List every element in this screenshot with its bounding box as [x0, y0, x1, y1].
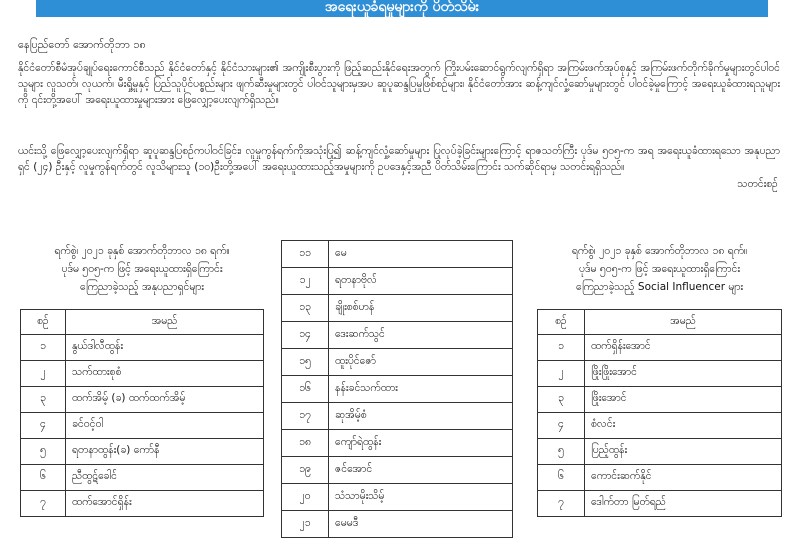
row-number: ၁	[538, 335, 585, 361]
table-row	[21, 335, 264, 361]
table-row	[21, 413, 264, 439]
table-header-row	[538, 310, 782, 335]
row-number: ၅	[21, 439, 66, 465]
table-row	[538, 335, 782, 361]
row-name: နန်းခင်သက်ထား	[329, 376, 513, 403]
table-row	[282, 511, 513, 538]
table-row	[21, 491, 264, 517]
row-name: ဒေါက်တာ မြတ်ရည်	[585, 491, 782, 517]
row-number: ၅	[538, 439, 585, 465]
row-number: ၃	[538, 387, 585, 413]
table-row	[282, 403, 513, 430]
left-table-heading	[20, 242, 264, 296]
row-name: ခင်ဝင့်ဝါ	[66, 413, 264, 439]
row-name: ထူးပိုင်ဇော်	[329, 349, 513, 376]
right-table-influencers	[537, 309, 782, 517]
table-row	[538, 439, 782, 465]
row-number: ၁၄	[282, 322, 329, 349]
table-row	[282, 457, 513, 484]
row-name: ကျော်ရဲထွန်း	[329, 430, 513, 457]
row-number: ၇	[21, 491, 66, 517]
paragraph-2: ယင်းသို့ ဖြေလျှော့ပေးလျက်ရှိရာ ဆူပူဆန္ဒပြစဉ်ကပါဝင်ခြင်း၊ လူမှုကွန်ရက်ကိုအသုံးပြု၍ ဆန့်ကျင်လှုံ့ဆော်မှုများ ပြုလုပ်ခဲ့ခြင်းများကြောင့် ရာဇသတ်ကြီး ပုဒ်မ ၅၀၅-က အရ အရေးယူခံထားရသော အနုပညာရှင် (၂၄) ဦးနှင့် လူမှုကွန်ရက်တွင် လူသိများသူ (၁၀)ဦးတို့အပေါ် အရေးယူထားသည့်အမှုများကို ဥပဒေနှင့်အညီ ပိတ်သိမ်းကြောင်း သက်ဆိုင်ရာမှ သတင်းရရှိသည်။	[18, 145, 780, 173]
row-name: ညီထွဋ်ခေါင်	[66, 465, 264, 491]
left-heading-line: ပုဒ်မ ၅၀၅-က ဖြင့် အရေးယူထားရှိကြောင်း	[61, 263, 223, 275]
row-name: သက်ထားစုစံ	[66, 361, 264, 387]
column-header-name: အမည်	[585, 310, 782, 335]
right-heading-line: ရက်စွဲ၊ ၂၀၂၁ ခုနှစ် အောက်တိုဘာလ ၁၈ ရက်။	[571, 245, 748, 257]
headline-banner: အရေးယူခံရမှုများကို ပိတ်သိမ်း	[36, 0, 768, 17]
table-row	[538, 361, 782, 387]
table-row	[282, 484, 513, 511]
left-heading-line: ရက်စွဲ၊ ၂၀၂၁ ခုနှစ် အောက်တိုဘာလ ၁၈ ရက်။	[54, 245, 230, 257]
row-name: နွယ်ဒါလီထွန်း	[66, 335, 264, 361]
row-name: မေမဒီ	[329, 511, 513, 538]
row-name: မေ	[329, 241, 513, 268]
table-row	[21, 387, 264, 413]
row-number: ၁၅	[282, 349, 329, 376]
table-row	[282, 376, 513, 403]
right-heading-line: ကြေညာခဲ့သည့် Social Influencer များ	[575, 281, 744, 293]
paragraph-1: နိုင်ငံတော်စီမံအုပ်ချုပ်ရေးကောင်စီသည် နိုင်ငံတော်နှင့် နိုင်ငံသားများ၏ အကျိုးစီးပွားကို ဖြည့်ဆည်းနိုင်ရေးအတွက် ကြိုးပမ်းဆောင်ရွက်လျက်ရှိရာ အကြမ်းဖက်အုပ်စုနှင့် အကြမ်းဖက်တိုက်ခိုက်မှုများတွင်ပါဝင်သူများ လူသတ်၊ လုယက်၊ မီးရှို့မှုနှင့် ပြည်သူပိုင်ပစ္စည်းများ ဖျက်ဆီးမှုများတွင် ပါဝင်သူများမှအပ ဆူပူဆန္ဒပြမှုဖြစ်စဉ်များ၊ နိုင်ငံတော်အား ဆန့်ကျင်လှုံ့ဆော်မှုများတွင် ပါဝင်ခဲ့မှုကြောင့် အရေးယူခံထားရသူများကို ၎င်းတို့အပေါ် အရေးယူထားမှုများအား ဖြေလျှော့ပေးလျက်ရှိသည်။	[18, 62, 780, 106]
news-source: သတင်းစဉ်	[737, 178, 778, 190]
row-name: ရတနာဗိုလ်	[329, 268, 513, 295]
row-name: သံသာမိုးသိမ့်	[329, 484, 513, 511]
row-number: ၁၉	[282, 457, 329, 484]
table-row	[282, 430, 513, 457]
dateline: နေပြည်တော် အောက်တိုဘာ ၁၈	[18, 38, 146, 51]
row-name: ဆုအိမ့်စံ	[329, 403, 513, 430]
row-number: ၂	[538, 361, 585, 387]
right-heading-line: ပုဒ်မ ၅၀၅-က ဖြင့် အရေးယူထားရှိကြောင်း	[579, 263, 740, 275]
row-number: ၂၀	[282, 484, 329, 511]
row-name: ရတနာထွန်း(ခ) ကော်နီ	[66, 439, 264, 465]
row-number: ၁၆	[282, 376, 329, 403]
row-number: ၁၇	[282, 403, 329, 430]
row-number: ၁	[21, 335, 66, 361]
row-name: ဖြိုးဖြိုးအောင်	[585, 361, 782, 387]
column-header-no: စဉ်	[21, 310, 66, 335]
row-number: ၁၁	[282, 241, 329, 268]
row-number: ၁၂	[282, 268, 329, 295]
row-number: ၆	[21, 465, 66, 491]
row-name: စံလင်း	[585, 413, 782, 439]
column-header-name: အမည်	[66, 310, 264, 335]
row-number: ၂၁	[282, 511, 329, 538]
table-row	[282, 241, 513, 268]
table-row	[21, 465, 264, 491]
table-row	[21, 439, 264, 465]
row-number: ၆	[538, 465, 585, 491]
row-name: ချိုးစစ်ဟန်	[329, 295, 513, 322]
right-table-heading	[537, 242, 782, 296]
row-name: ဒေးဆက်သွင်	[329, 322, 513, 349]
row-name: ပြည့်ထွန်း	[585, 439, 782, 465]
table-row	[282, 268, 513, 295]
row-number: ၇	[538, 491, 585, 517]
left-table-artists	[20, 309, 264, 517]
row-name: ထက်အိမ့် (ခ) ထက်ထက်အိမ့်	[66, 387, 264, 413]
middle-table-artists-continued	[281, 240, 513, 538]
table-row	[282, 349, 513, 376]
table-row	[21, 361, 264, 387]
table-row	[282, 295, 513, 322]
table-row	[538, 413, 782, 439]
row-name: ထက်ရှိန်းအောင်	[585, 335, 782, 361]
row-number: ၄	[21, 413, 66, 439]
table-row	[538, 491, 782, 517]
table-row	[538, 387, 782, 413]
row-number: ၃	[21, 387, 66, 413]
left-heading-line: ကြေညာခဲ့သည့် အနုပညာရှင်များ	[80, 281, 204, 293]
table-row	[282, 322, 513, 349]
row-name: ကောင်းဆက်နိုင်	[585, 465, 782, 491]
row-number: ၂	[21, 361, 66, 387]
row-name: ဖြိုးအောင်	[585, 387, 782, 413]
table-row	[538, 465, 782, 491]
row-number: ၁၃	[282, 295, 329, 322]
table-header-row	[21, 310, 264, 335]
row-number: ၁၈	[282, 430, 329, 457]
row-number: ၄	[538, 413, 585, 439]
row-name: ထက်အောင်ရှိန်း	[66, 491, 264, 517]
row-name: ဇင်အောင်	[329, 457, 513, 484]
column-header-no: စဉ်	[538, 310, 585, 335]
